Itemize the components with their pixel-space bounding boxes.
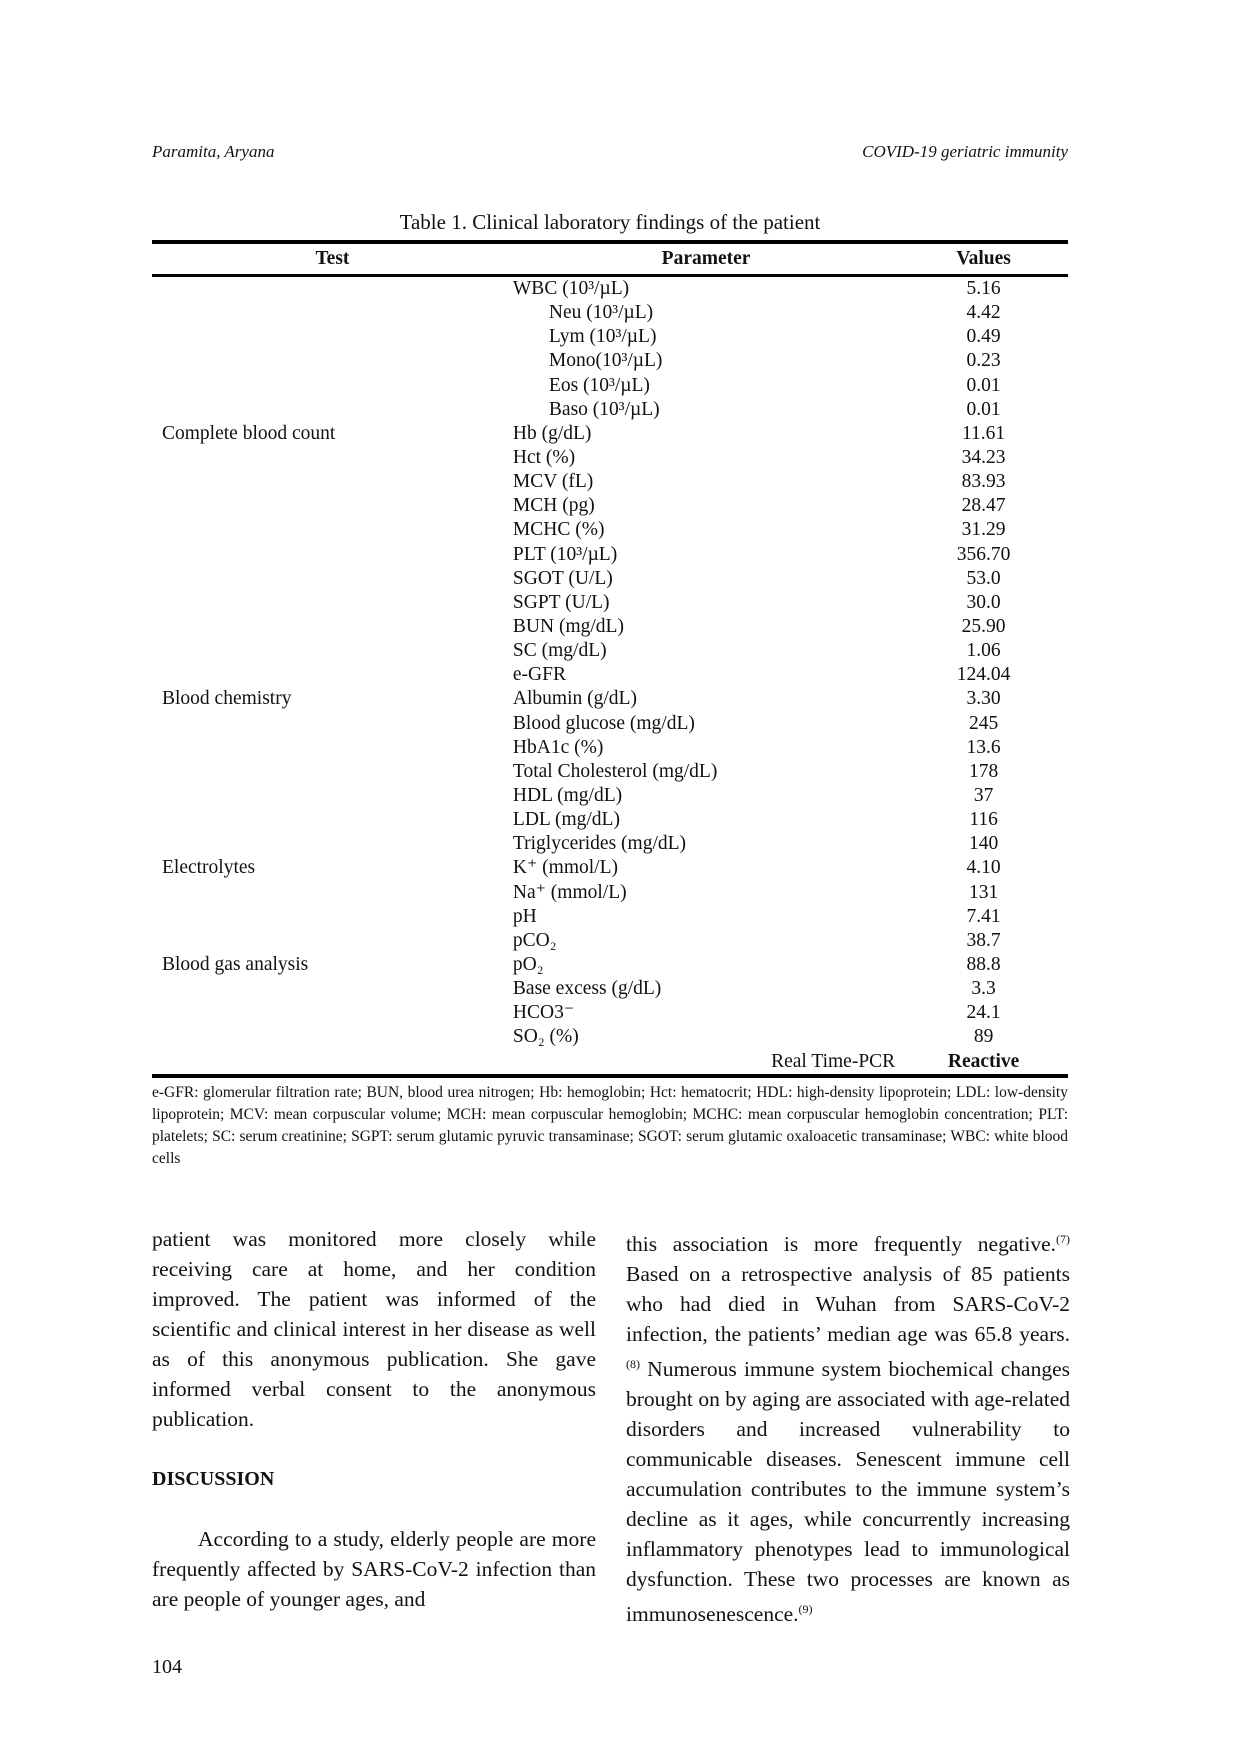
table-row [152, 712, 1068, 736]
pcr-result-cell: Reactive [899, 1050, 1068, 1076]
test-cell: Complete blood count [162, 422, 336, 444]
value-cell: 34.23 [961, 447, 1006, 469]
test-cell [152, 663, 513, 687]
table-row [152, 639, 1068, 663]
test-cell [152, 398, 513, 422]
parameter-cell: Hb (g/dL) [512, 422, 592, 444]
parameter-cell: PLT (10³/µL) [512, 543, 618, 565]
body-paragraph: According to a study, elderly people are more frequently affected by SARS-CoV-2 infection than are people of younger ages, and [152, 1527, 596, 1611]
column-header-test: Test [152, 242, 513, 276]
citation-ref: (7) [1056, 1232, 1070, 1246]
test-cell [152, 301, 513, 325]
value-cell: 124.04 [956, 664, 1011, 686]
value-cell: 5.16 [966, 278, 1001, 300]
parameter-cell: Base excess (g/dL) [512, 978, 662, 1000]
value-cell: 83.93 [961, 471, 1006, 493]
table-row [152, 374, 1068, 398]
column-header-parameter: Parameter [513, 242, 899, 276]
body-paragraph [626, 1224, 1070, 1629]
table-row [152, 881, 1068, 905]
parameter-cell: pO₂ [512, 954, 544, 975]
table-row [152, 470, 1068, 494]
parameter-cell: MCV (fL) [512, 471, 594, 493]
table-row [152, 905, 1068, 929]
test-cell [152, 905, 513, 929]
test-cell [152, 881, 513, 905]
table-row [152, 856, 1068, 880]
value-cell: 140 [968, 833, 999, 855]
test-cell [152, 760, 513, 784]
table-body [152, 276, 1068, 1076]
lab-findings-table [152, 240, 1068, 1078]
table-row [152, 808, 1068, 832]
table-row [152, 325, 1068, 349]
table-row [152, 1025, 1068, 1049]
test-cell [152, 929, 513, 953]
body-text: Numerous immune system biochemical changes brought on by aging are associated with age-related disorders and increased vulnerability to communicable diseases. Senescent immune cell accumulation contributes to the immune system’s decline as it ages, while concurrently increasing inflammatory phenotypes lead to immunological dysfunction. These two processes are known as immunosenescence. [626, 1357, 1070, 1627]
value-cell: 3.3 [971, 978, 996, 1000]
value-cell: 0.23 [966, 350, 1001, 372]
parameter-cell: SGOT (U/L) [512, 567, 613, 589]
table-row [152, 543, 1068, 567]
test-cell [152, 1001, 513, 1025]
value-cell: 0.01 [966, 398, 1001, 420]
parameter-cell: Na⁺ (mmol/L) [512, 881, 627, 903]
value-cell: 31.29 [961, 519, 1006, 541]
value-cell: 0.01 [966, 374, 1001, 396]
left-column [152, 1224, 596, 1614]
test-cell [152, 543, 513, 567]
value-cell: 131 [968, 881, 999, 903]
test-cell [152, 736, 513, 760]
value-cell: 11.61 [962, 422, 1006, 444]
section-heading-discussion: DISCUSSION [152, 1468, 275, 1490]
value-cell: 53.0 [966, 567, 1001, 589]
test-cell [152, 374, 513, 398]
value-cell: 245 [968, 712, 999, 734]
test-cell [152, 712, 513, 736]
parameter-cell: Lym (10³/µL) [548, 326, 657, 348]
table-header-row [152, 242, 1068, 276]
parameter-cell: e-GFR [512, 664, 566, 686]
body-text: Based on a retrospective analysis of 85 patients who had died in Wuhan from SARS-CoV-2 infection, the patients’ median age was 65.8 years. [626, 1262, 1070, 1347]
test-cell: Blood chemistry [162, 688, 292, 710]
parameter-cell: MCHC (%) [512, 519, 605, 541]
table-row [152, 1001, 1068, 1025]
test-cell [152, 518, 513, 542]
parameter-cell: HCO3⁻ [512, 1002, 575, 1024]
citation-ref: (9) [798, 1602, 813, 1617]
parameter-cell: Triglycerides (mg/dL) [512, 833, 687, 855]
parameter-cell: HbA1c (%) [512, 736, 604, 758]
test-cell [152, 808, 513, 832]
table-row [152, 398, 1068, 422]
test-cell [152, 639, 513, 663]
value-cell: 88.8 [966, 954, 1001, 975]
table-row [152, 567, 1068, 591]
parameter-cell: Blood glucose (mg/dL) [512, 712, 695, 734]
parameter-cell: Baso (10³/µL) [548, 398, 660, 420]
parameter-cell: K⁺ (mmol/L) [512, 857, 618, 879]
parameter-cell: HDL (mg/dL) [512, 785, 623, 807]
value-cell: 28.47 [961, 495, 1006, 517]
table-row [152, 591, 1068, 615]
test-cell [152, 784, 513, 808]
table-row [152, 832, 1068, 856]
table-row [152, 301, 1068, 325]
value-cell: 4.10 [966, 857, 1001, 879]
parameter-cell: Mono(10³/µL) [548, 350, 663, 372]
parameter-cell: LDL (mg/dL) [512, 809, 620, 831]
value-cell: 3.30 [966, 688, 1001, 710]
body-text: this association is more frequently negative. [626, 1232, 1056, 1257]
value-cell: 178 [968, 760, 999, 782]
test-cell [152, 325, 513, 349]
running-head-title: COVID-19 geriatric immunity [862, 142, 1068, 161]
test-cell [152, 470, 513, 494]
table-row [152, 784, 1068, 808]
value-cell: 1.06 [966, 640, 1001, 662]
test-cell [152, 567, 513, 591]
test-cell [152, 276, 513, 302]
table-row [152, 663, 1068, 687]
value-cell: 25.90 [961, 616, 1006, 638]
test-cell [152, 349, 513, 373]
table-row [152, 929, 1068, 953]
value-cell: 89 [973, 1026, 994, 1048]
value-cell: 4.42 [966, 302, 1001, 324]
table-row [152, 349, 1068, 373]
column-header-values: Values [899, 242, 1068, 276]
value-cell: 24.1 [966, 1002, 1001, 1024]
test-cell [152, 615, 513, 639]
value-cell: 356.70 [956, 543, 1011, 565]
test-cell: Electrolytes [162, 857, 256, 879]
right-column [626, 1224, 1070, 1629]
parameter-cell: Hct (%) [512, 447, 576, 469]
parameter-cell: SO₂ (%) [512, 1026, 579, 1048]
parameter-cell: SGPT (U/L) [512, 591, 610, 613]
value-cell: 13.6 [966, 736, 1001, 758]
table-caption: Table 1. Clinical laboratory findings of the patient [399, 210, 821, 234]
parameter-cell: pH [512, 905, 537, 927]
table-row [152, 518, 1068, 542]
table-row [152, 736, 1068, 760]
running-head-authors: Paramita, Aryana [152, 142, 275, 161]
test-cell [152, 591, 513, 615]
test-cell: Blood gas analysis [162, 954, 309, 975]
parameter-cell: Total Cholesterol (mg/dL) [512, 760, 718, 782]
page-number: 104 [152, 1656, 182, 1678]
test-cell [152, 494, 513, 518]
parameter-cell: BUN (mg/dL) [512, 616, 624, 638]
body-paragraph: patient was monitored more closely while receiving care at home, and her condition improved. The patient was informed of the scientific and clinical interest in her disease as well as of this anonymous publication. She gave informed verbal consent to the anonymous publication. [152, 1227, 596, 1431]
table-row-pcr [152, 1050, 1068, 1076]
table-row [152, 615, 1068, 639]
test-cell [152, 1025, 513, 1049]
value-cell: 30.0 [966, 591, 1001, 613]
citation-ref: (8) [626, 1357, 640, 1372]
test-cell [152, 977, 513, 1001]
table-row [152, 276, 1068, 302]
pcr-test-cell: Real Time-PCR [152, 1050, 899, 1076]
test-cell [152, 446, 513, 470]
table-row [152, 422, 1068, 446]
parameter-cell: WBC (10³/µL) [512, 278, 630, 300]
table-row [152, 760, 1068, 784]
parameter-cell: pCO₂ [512, 929, 557, 951]
parameter-cell: SC (mg/dL) [512, 640, 607, 662]
table-row [152, 977, 1068, 1001]
test-cell [152, 832, 513, 856]
parameter-cell: MCH (pg) [512, 495, 595, 517]
value-cell: 7.41 [966, 905, 1001, 927]
value-cell: 37 [973, 785, 994, 807]
table-row [152, 953, 1068, 977]
parameter-cell: Eos (10³/µL) [548, 374, 650, 396]
parameter-cell: Albumin (g/dL) [512, 688, 637, 710]
table-row [152, 494, 1068, 518]
value-cell: 0.49 [966, 326, 1001, 348]
value-cell: 116 [969, 809, 998, 831]
table-row [152, 446, 1068, 470]
table-row [152, 687, 1068, 711]
table-footnote: e-GFR: glomerular filtration rate; BUN, blood urea nitrogen; Hb: hemoglobin; Hct: hematocrit; HDL: high-density lipoprotein; LDL: low-density lipoprotein; MCV: mean corpuscular volume; MCH: mean corpuscular hemoglobin; MCHC: mean corpuscular hemoglobin concentration; PLT: platelets; SC: serum creatinine; SGPT: serum glutamic pyruvic transaminase; SGOT: serum glutamic oxaloacetic transaminase; WBC: white blood cells [152, 1084, 1068, 1167]
value-cell: 38.7 [966, 929, 1001, 951]
parameter-cell: Neu (10³/µL) [548, 302, 654, 324]
